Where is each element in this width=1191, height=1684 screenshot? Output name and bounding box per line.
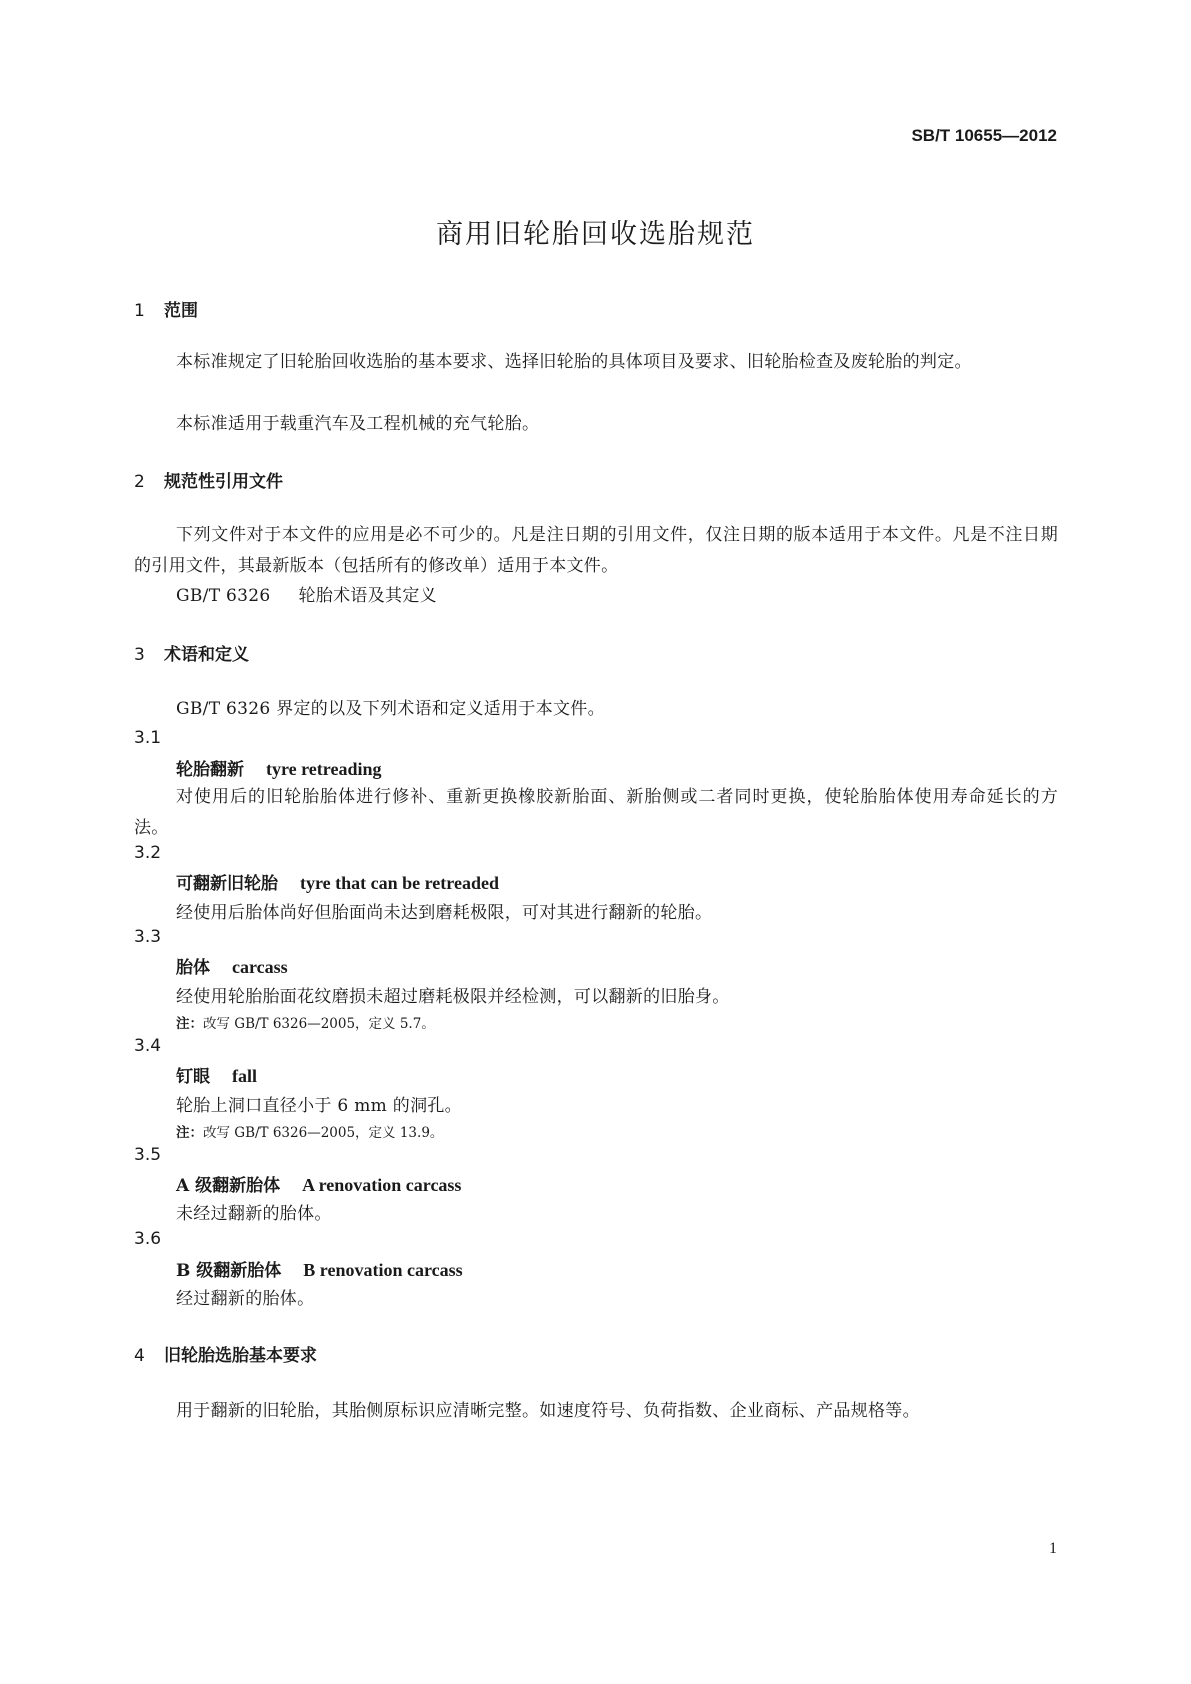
term-chinese: 钉眼 <box>176 1067 210 1087</box>
term-number: 3.4 <box>134 1036 162 1056</box>
standard-code: SB/T 10655—2012 <box>911 126 1057 145</box>
term-heading <box>176 953 288 978</box>
section-2-paragraph-1: 下列文件对于本文件的应用是必不可少的。凡是注日期的引用文件，仅注日期的版本适用于本文件。凡是不注日期的引用文件，其最新版本（包括所有的修改单）适用于本文件。 <box>134 525 1058 576</box>
term-number: 3.3 <box>134 927 162 947</box>
section-title: 术语和定义 <box>164 645 249 665</box>
section-4-paragraph-1: 用于翻新的旧轮胎，其胎侧原标识应清晰完整。如速度符号、负荷指数、企业商标、产品规格等。 <box>176 1401 920 1421</box>
term-note <box>176 1012 435 1032</box>
term-chinese: 可翻新旧轮胎 <box>176 874 278 894</box>
term-definition: 经过翻新的胎体。 <box>176 1289 315 1309</box>
term-heading <box>176 869 499 894</box>
term-english: B renovation carcass <box>303 1260 463 1280</box>
note-text: 改写 GB/T 6326—2005，定义 5.7。 <box>203 1016 435 1032</box>
section-number: 1 <box>134 301 145 321</box>
note-label: 注： <box>176 1016 203 1032</box>
term-note <box>176 1121 443 1141</box>
page-number: 1 <box>1049 1540 1057 1557</box>
section-2-heading <box>134 467 283 492</box>
note-text: 改写 GB/T 6326—2005，定义 13.9。 <box>203 1125 444 1141</box>
term-definition: 经使用轮胎胎面花纹磨损未超过磨耗极限并经检测，可以翻新的旧胎身。 <box>176 987 730 1007</box>
section-number: 3 <box>134 645 145 665</box>
term-english: tyre retreading <box>266 759 382 779</box>
section-number: 4 <box>134 1346 145 1366</box>
term-definition: 经使用后胎体尚好但胎面尚未达到磨耗极限，可对其进行翻新的轮胎。 <box>176 903 713 923</box>
term-english: fall <box>232 1066 257 1086</box>
term-definition: 轮胎上洞口直径小于 6 mm 的洞孔。 <box>176 1096 462 1116</box>
term-heading <box>176 1062 257 1087</box>
term-number: 3.1 <box>134 728 162 748</box>
term-english: carcass <box>232 957 288 977</box>
term-chinese: 轮胎翻新 <box>176 760 244 780</box>
term-chinese: B 级翻新胎体 <box>176 1261 282 1281</box>
document-title: 商用旧轮胎回收选胎规范 <box>436 219 755 250</box>
term-heading <box>176 755 381 780</box>
section-title: 范围 <box>164 301 198 321</box>
section-number: 2 <box>134 472 145 492</box>
section-title: 旧轮胎选胎基本要求 <box>164 1346 317 1366</box>
section-1-paragraph-2: 本标准适用于载重汽车及工程机械的充气轮胎。 <box>176 414 540 434</box>
reference-item <box>176 581 437 606</box>
term-heading <box>176 1171 461 1196</box>
section-1-heading <box>134 296 198 321</box>
term-heading <box>176 1256 463 1281</box>
section-3-intro: GB/T 6326 界定的以及下列术语和定义适用于本文件。 <box>176 699 605 719</box>
section-1-paragraph-1: 本标准规定了旧轮胎回收选胎的基本要求、选择旧轮胎的具体项目及要求、旧轮胎检查及废轮胎的判定。 <box>176 352 972 372</box>
term-english: tyre that can be retreaded <box>300 873 499 893</box>
section-3-heading <box>134 640 249 665</box>
term-english: A renovation carcass <box>302 1175 462 1195</box>
note-label: 注： <box>176 1125 203 1141</box>
term-number: 3.5 <box>134 1145 162 1165</box>
section-4-heading <box>134 1341 317 1366</box>
term-definition: 对使用后的旧轮胎胎体进行修补、重新更换橡胶新胎面、新胎侧或二者同时更换，使轮胎胎体使用寿命延长的方法。 <box>134 787 1058 838</box>
section-title: 规范性引用文件 <box>164 472 283 492</box>
term-definition: 未经过翻新的胎体。 <box>176 1204 332 1224</box>
term-chinese: A 级翻新胎体 <box>176 1176 281 1196</box>
term-number: 3.6 <box>134 1229 162 1249</box>
term-chinese: 胎体 <box>176 958 210 978</box>
reference-title: 轮胎术语及其定义 <box>298 586 437 606</box>
reference-code: GB/T 6326 <box>176 586 271 606</box>
term-number: 3.2 <box>134 843 162 863</box>
